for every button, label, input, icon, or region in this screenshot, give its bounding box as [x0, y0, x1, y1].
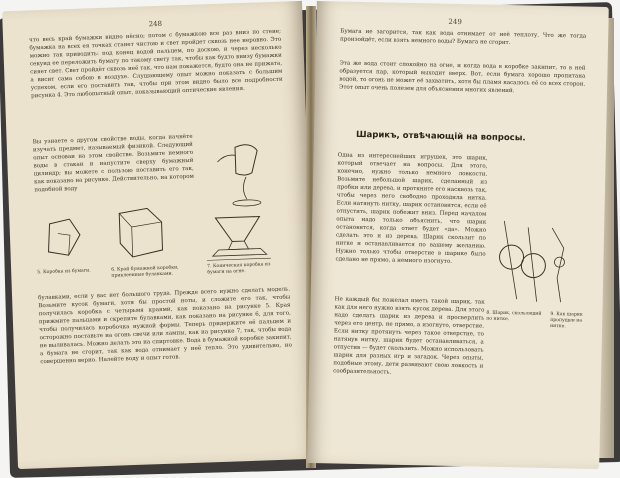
- right-body-paragraph: Одна из интереснейших игрушек, это шарик, который отвечает на вопросы. Для этого, конечно, нужно только немного ловкости. Возьмите небольшой шарик, сделанный из пробки или дерева, и проткните его насквозь так, чтобы через него свободно проходила нитка. Если натянуть нитку, шарик остановится, если её отпустить, шарик побежит вниз. Перед началом опыта надо только объяснить, что шарик остановится, когда ответ будет «да». Можно сделать это и из дерева. Шарик скользит по нитке и останавливается по вашему желанию. Нужно только чтобы отверстие в шарике было сделано не прямо, а немного изогнуто.: [335, 152, 488, 265]
- glass-illustration: [195, 132, 288, 215]
- left-bottom-paragraph: булавками, если у вас нет большого труда. Прежде всего нужно сделать модель. Возьмите кусок бумаги, хотя бы простой ноты, и сложите его так, чтобы получилась коробка с четырьмя краями, как показано на рисунке 5. Края прижмите пальцами и скрепите булавками, как показано на рисунке 6, для того, чтобы получилась коробочка нужной формы. Теперь придержите её пальцем и осторожно поставьте на огонь свечи или лампы, как на рисунке 7, так, чтобы вода не выливалась. Можно делать это на спиртовке. Вода в бумажной коробке закипит, а бумага не сгорит, так как вода отнимает у неё тепло. Это удивительно, но совершенно верно. Налейте воду и опыт готов.: [38, 286, 293, 366]
- section-heading: Шарикъ, отвѣчающiй на вопросы.: [355, 129, 526, 144]
- left-page-number: 248: [148, 19, 163, 29]
- paper-box-figure-6: [109, 204, 171, 266]
- right-page-number: 249: [448, 17, 462, 27]
- right-page: [307, 1, 609, 469]
- left-middle-paragraph: Вы узнаете о другом свойстве воды, когда начнёте изучать предмет, называемый физикой. Следующий опыт основан на этом свойстве. Возьмите немного воды в стакан и напустите сверху бумажный цилиндр; вы можете с пользою поставить его так, как показано на рисунке. Действительно, на котором подобной воду: [32, 133, 195, 194]
- left-top-paragraph: что весь край бумажки видно нёсно; потом с бумажкою все раз вниз по стене; бумажка на всех ея точках станет чистою и свет пройдет сквозь нее неровно. Это можно так приводить: под конец водой пальцем, по доскою, и через несколько секунд ее переложить бумагу по такому свету так, чтобы как будто внизу бумажки сияет свет. Свет пройдёт сквозь неё так, что нам покажется, будто она не прижата, а висит сама собою в воздухе. Слушающему опыт можно показать с большим успехом, если его поставить так, чтобы при этом видно было все подробности рисунка 4. Это любопытный опыт, показывающий оптические явления.: [29, 28, 283, 100]
- right-second-paragraph: Эта же вода стоит спокойно на огне, и когда вода в коробке закипит, то в ней образуется пар, который выходит вверх. Вот, если бумага хорошо пропитана водой, то огонь не может её захватить, хотя бы пламя касалось её со всех сторон. Этот опыт очень полезен для объяснения многих явлений.: [339, 60, 586, 95]
- figure-7-caption: 7. Коническая коробка из бумаги на огне.: [207, 262, 271, 276]
- right-top-paragraph: Бумага не загорится, так как вода отнимает от неё теплоту. Что же тогда произойдёт, если взять немного воды? Бумага не сгорит.: [340, 28, 587, 47]
- figure-6-caption: 6. Край бумажной коробки, приклеенные булавками.: [111, 265, 179, 279]
- ball-on-string-figure-8: [487, 217, 589, 309]
- left-page: [2, 1, 318, 469]
- paper-box-figure-5: [39, 214, 91, 268]
- figure-8-caption: 8. Шарик, скользящий по нитке.: [486, 310, 542, 323]
- cone-box-figure-7: [197, 208, 279, 269]
- figure-9-caption: 9. Как шарик пропущен на нитке.: [550, 311, 583, 330]
- figure-5-caption: 5. Коробка из бумаги.: [37, 268, 91, 276]
- right-bottom-paragraph: Не каждый бы пожелал иметь такой шарик, так как для него нужно взять кусок дерева. Для этого надо сделать шарик из дерева и просверлить через его центр, не прямо, а изогнуто, отверстие. Если нитку протянуть через такое отверстие, то натянув нитку, шарик будет останавливаться, а отпустив — будет скользить. Можно использовать шарик для разных игр и загадок. Через опыты, подобные этому, дети развивают свою ловкость и сообразительность.: [333, 296, 485, 376]
